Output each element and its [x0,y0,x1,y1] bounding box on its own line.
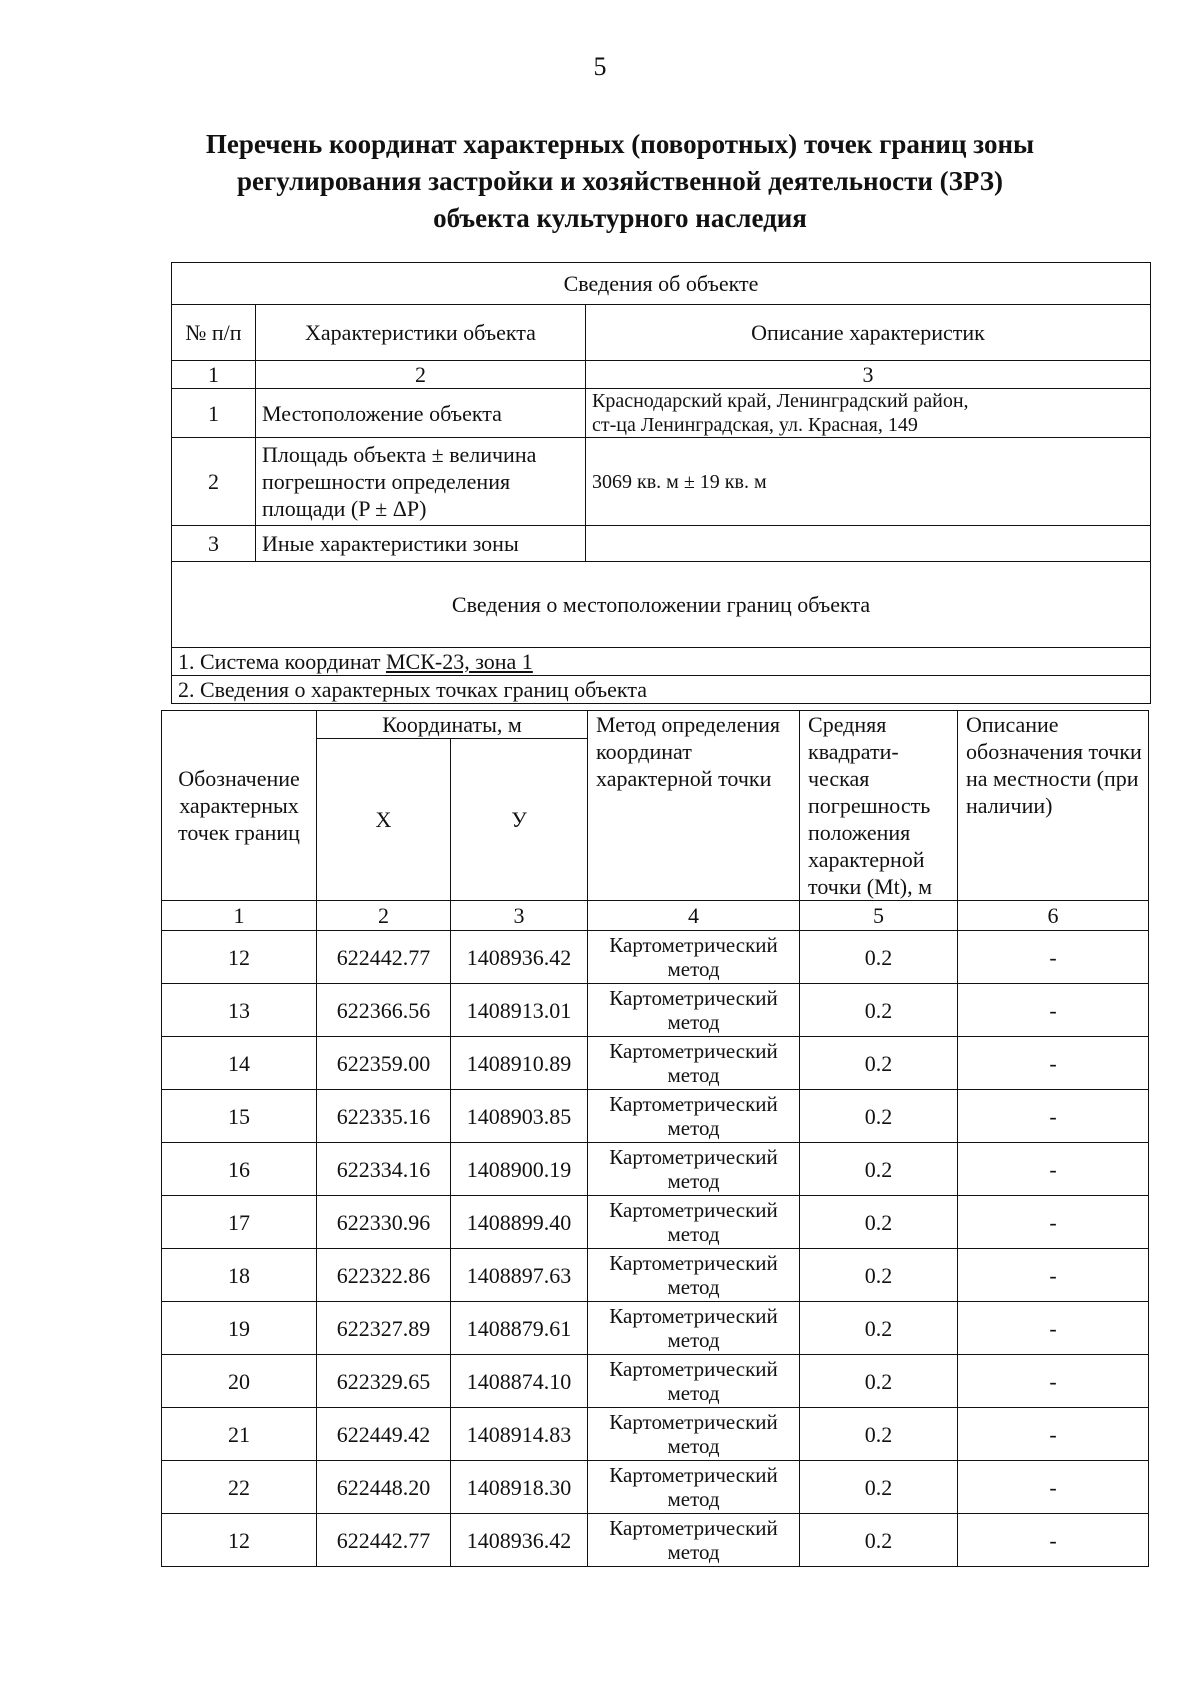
coordinate-y: 1408900.19 [451,1143,588,1196]
point-description: - [958,1249,1149,1302]
point-description: - [958,931,1149,984]
coordinate-y: 1408874.10 [451,1355,588,1408]
point-description: - [958,1514,1149,1567]
method-text: Картометрический [609,1092,778,1116]
method-cell [588,931,800,984]
point-id: 15 [162,1090,317,1143]
table-row [172,389,1151,438]
error-value: 0.2 [800,1355,958,1408]
point-description: - [958,1355,1149,1408]
method-text: Картометрический [609,986,778,1010]
method-text: метод [667,1063,720,1087]
row-characteristic: Площадь объекта ± величина погрешности определения площади (P ± ΔP) [256,438,586,526]
coordinate-system [172,648,1151,676]
row-description [586,389,1151,438]
row-description: 3069 кв. м ± 19 кв. м [586,438,1151,526]
point-description: - [958,1143,1149,1196]
method-text: Картометрический [609,1410,778,1434]
point-id: 16 [162,1143,317,1196]
row-num: 3 [172,526,256,562]
point-id: 12 [162,1514,317,1567]
row-num: 1 [172,389,256,438]
method-text: Картометрический [609,1251,778,1275]
point-id: 21 [162,1408,317,1461]
object-info-header: Сведения об объекте [172,263,1151,305]
method-cell [588,1514,800,1567]
method-cell [588,1196,800,1249]
coordinate-x: 622442.77 [317,1514,451,1567]
table-row [162,1249,1149,1302]
table-row [162,1355,1149,1408]
method-text: метод [667,1381,720,1405]
method-text: метод [667,1222,720,1246]
point-description: - [958,1461,1149,1514]
col-index: 3 [451,901,588,931]
coordinate-y: 1408910.89 [451,1037,588,1090]
page-number: 5 [593,52,607,81]
coordinate-x: 622366.56 [317,984,451,1037]
point-description: - [958,1408,1149,1461]
method-text: метод [667,1328,720,1352]
point-id: 18 [162,1249,317,1302]
method-text: Картометрический [609,1039,778,1063]
method-text: метод [667,1169,720,1193]
col-index: 3 [586,361,1151,389]
point-id: 13 [162,984,317,1037]
row-description [586,526,1151,562]
table-row [172,526,1151,562]
location-header: Сведения о местоположении границ объекта [172,562,1151,648]
coordinate-x: 622335.16 [317,1090,451,1143]
col-header-method: Метод определения координат характерной точки [588,711,800,901]
col-header-characteristics: Характеристики объекта [256,305,586,361]
coordinate-x: 622359.00 [317,1037,451,1090]
points-header: 2. Сведения о характерных точках границ объекта [172,676,1151,704]
title-line-1: Перечень координат характерных (поворотных) точек границ зоны [205,129,1035,159]
coordinates-table [161,710,1149,1567]
error-value: 0.2 [800,1408,958,1461]
coordinate-x: 622442.77 [317,931,451,984]
method-text: Картометрический [609,1304,778,1328]
method-text: метод [667,1010,720,1034]
col-header-point-description: Описание обозначения точки на местности (при наличии) [958,711,1149,901]
point-description: - [958,984,1149,1037]
coordinates-body [162,931,1149,1567]
row-num: 2 [172,438,256,526]
method-text: метод [667,1116,720,1140]
col-index: 6 [958,901,1149,931]
col-header-point: Обозначение характерных точек границ [162,711,317,901]
coordinate-x: 622448.20 [317,1461,451,1514]
col-header-error: Средняя квадрати-ческая погрешность положения характерной точки (Mt), м [800,711,958,901]
point-description: - [958,1302,1149,1355]
error-value: 0.2 [800,1514,958,1567]
title-line-2: регулирования застройки и хозяйственной деятельности (ЗРЗ) [237,166,1003,196]
method-text: метод [667,1487,720,1511]
point-id: 20 [162,1355,317,1408]
description-line: ст-ца Ленинградская, ул. Красная, 149 [592,414,918,436]
coordinate-x: 622330.96 [317,1196,451,1249]
col-header-x: X [317,739,451,901]
point-id: 14 [162,1037,317,1090]
error-value: 0.2 [800,1090,958,1143]
method-text: метод [667,957,720,981]
error-value: 0.2 [800,984,958,1037]
method-cell [588,1090,800,1143]
coordinate-y: 1408936.42 [451,931,588,984]
error-value: 0.2 [800,931,958,984]
point-description: - [958,1090,1149,1143]
point-id: 17 [162,1196,317,1249]
coordinate-system-value: МСК-23, зона 1 [385,649,533,674]
error-value: 0.2 [800,1196,958,1249]
table-row [162,1461,1149,1514]
table-row [162,1090,1149,1143]
row-characteristic: Местоположение объекта [256,389,586,438]
method-cell [588,984,800,1037]
table-row [162,1302,1149,1355]
method-text: метод [667,1540,720,1564]
col-index: 1 [162,901,317,931]
table-row [162,1514,1149,1567]
method-cell [588,1461,800,1514]
point-description: - [958,1037,1149,1090]
error-value: 0.2 [800,1302,958,1355]
method-text: Картометрический [609,1463,778,1487]
point-description: - [958,1196,1149,1249]
table-row [162,984,1149,1037]
method-cell [588,1408,800,1461]
coordinate-x: 622334.16 [317,1143,451,1196]
error-value: 0.2 [800,1143,958,1196]
method-text: Картометрический [609,1516,778,1540]
table-row [162,1408,1149,1461]
object-info-table [171,262,1151,704]
table-row [162,1037,1149,1090]
point-id: 12 [162,931,317,984]
coordinate-y: 1408899.40 [451,1196,588,1249]
col-index: 2 [317,901,451,931]
method-cell [588,1037,800,1090]
error-value: 0.2 [800,1037,958,1090]
table-row [162,1196,1149,1249]
error-value: 0.2 [800,1249,958,1302]
point-id: 19 [162,1302,317,1355]
row-characteristic: Иные характеристики зоны [256,526,586,562]
coordinate-y: 1408879.61 [451,1302,588,1355]
page-title [180,126,1060,237]
method-text: метод [667,1275,720,1299]
col-index: 5 [800,901,958,931]
table-row [162,1143,1149,1196]
table-row [162,931,1149,984]
coordinate-x: 622449.42 [317,1408,451,1461]
method-cell [588,1302,800,1355]
title-line-3: объекта культурного наследия [433,203,807,233]
coordinate-x: 622327.89 [317,1302,451,1355]
col-header-y: У [451,739,588,901]
coordinate-y: 1408897.63 [451,1249,588,1302]
method-text: Картометрический [609,1357,778,1381]
coordinate-y: 1408918.30 [451,1461,588,1514]
coordinate-y: 1408914.83 [451,1408,588,1461]
col-header-coordinates: Координаты, м [317,711,588,739]
coordinate-x: 622329.65 [317,1355,451,1408]
table-row [172,438,1151,526]
method-text: Картометрический [609,1145,778,1169]
coordinate-y: 1408913.01 [451,984,588,1037]
coordinate-x: 622322.86 [317,1249,451,1302]
method-text: Картометрический [609,1198,778,1222]
method-cell [588,1143,800,1196]
method-text: Картометрический [609,933,778,957]
col-header-num: № п/п [172,305,256,361]
col-header-description: Описание характеристик [586,305,1151,361]
coordinate-y: 1408903.85 [451,1090,588,1143]
method-cell [588,1355,800,1408]
coordinate-system-label: 1. Система координат [178,649,386,674]
error-value: 0.2 [800,1461,958,1514]
method-cell [588,1249,800,1302]
coordinate-y: 1408936.42 [451,1514,588,1567]
description-line: Краснодарский край, Ленинградский район, [592,390,969,412]
col-index: 1 [172,361,256,389]
col-index: 2 [256,361,586,389]
method-text: метод [667,1434,720,1458]
col-index: 4 [588,901,800,931]
point-id: 22 [162,1461,317,1514]
